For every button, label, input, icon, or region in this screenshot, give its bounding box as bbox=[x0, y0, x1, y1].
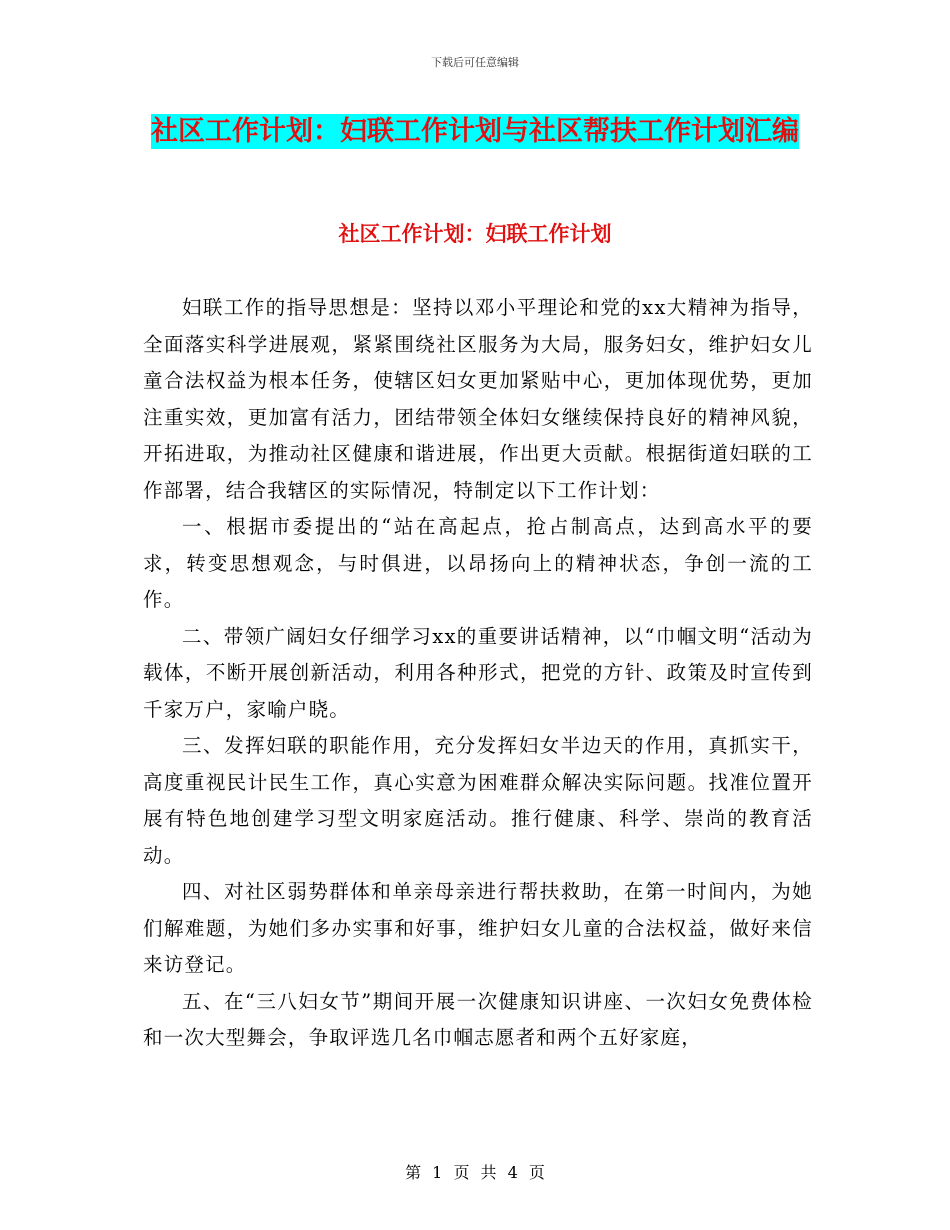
paragraph-item-3: 三、发挥妇联的职能作用，充分发挥妇女半边天的作用，真抓实干，高度重视民计民生工作，真心实意为困难群众解决实际问题。找准位置开展有特色地创建学习型文明家庭活动。推行健康、科学、崇尚的教育活动。 bbox=[143, 734, 813, 867]
paragraph-item-2: 二、带领广阔妇女仔细学习xx的重要讲话精神，以“巾帼文明“活动为载体，不断开展创新活动，利用各种形式，把党的方针、政策及时宣传到千家万户，家喻户晓。 bbox=[143, 624, 813, 721]
paragraph-item-4: 四、对社区弱势群体和单亲母亲进行帮扶救助，在第一时间内，为她们解难题，为她们多办实事和好事，维护妇女儿童的合法权益，做好来信来访登记。 bbox=[143, 880, 813, 976]
paragraph-guiding-thought: 妇联工作的指导思想是：坚持以邓小平理论和党的xx大精神为指导，全面落实科学进展观，紧紧围绕社区服务为大局，服务妇女，维护妇女儿童合法权益为根本任务，使辖区妇女更加紧贴中心，更加体现优势，更加注重实效，更加富有活力，团结带领全体妇女继续保持良好的精神风貌，开拓进取，为推动社区健康和谐进展，作出更大贡献。根据街道妇联的工作部署，结合我辖区的实际情况，特制定以下工作计划： bbox=[143, 296, 813, 502]
document-title bbox=[140, 108, 810, 156]
body-text bbox=[143, 290, 813, 1057]
document-title-text: 社区工作计划：妇联工作计划与社区帮扶工作计划汇编 bbox=[151, 116, 799, 147]
section-title: 社区工作计划：妇联工作计划 bbox=[338, 221, 612, 246]
paragraph-item-1: 一、根据市委提出的“站在高起点，抢占制高点，达到高水平的要求，转变思想观念，与时俱进，以昂扬向上的精神状态，争创一流的工作。 bbox=[143, 515, 813, 611]
paragraph-item-5: 五、在“三八妇女节”期间开展一次健康知识讲座、一次妇女免费体检和一次大型舞会，争取评选几名巾帼志愿者和两个五好家庭， bbox=[143, 989, 813, 1049]
page-header-note: 下载后可任意编辑 bbox=[431, 56, 519, 69]
page-number-footer: 第 1 页 共 4 页 bbox=[405, 1163, 545, 1182]
